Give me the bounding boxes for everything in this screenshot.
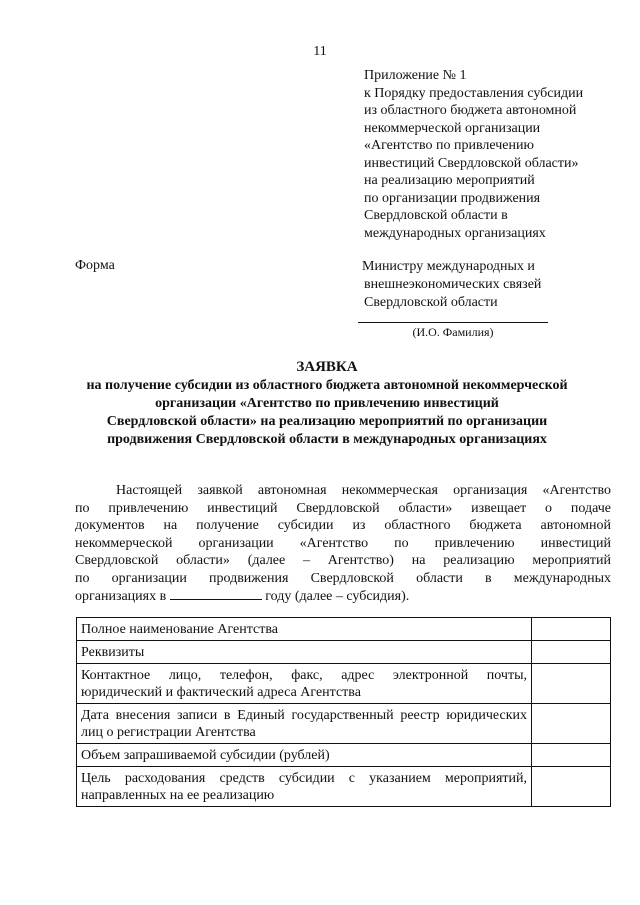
table-row — [77, 704, 611, 744]
document-heading — [60, 358, 594, 449]
appendix-line: международных организациях — [364, 225, 546, 241]
form-label: Форма — [75, 258, 115, 273]
document-title: ЗАЯВКА — [296, 359, 358, 375]
row-label-line: лиц о регистрации Агентства — [81, 725, 256, 740]
table-row-value[interactable] — [532, 664, 611, 704]
table-row-value[interactable] — [532, 744, 611, 767]
row-label-line: Объем запрашиваемой субсидии (рублей) — [81, 748, 330, 763]
table-row-value[interactable] — [532, 704, 611, 744]
heading-line: на получение субсидии из областного бюджета автономной некоммерческой — [86, 378, 568, 393]
row-label-line: Реквизиты — [81, 645, 145, 660]
body-line: документов на получение субсидии из областного бюджета автономной — [75, 518, 611, 533]
table-row — [77, 767, 611, 807]
body-line: некоммерческой организации «Агентство по привлечению инвестиций — [75, 535, 611, 551]
table-row — [77, 664, 611, 704]
body-line: Настоящей заявкой автономная некоммерческая организация «Агентство — [116, 483, 611, 498]
table-row-value[interactable] — [532, 641, 611, 664]
appendix-line: инвестиций Свердловской области» — [364, 155, 579, 171]
table-row-value[interactable] — [532, 767, 611, 807]
row-label-line: Цель расходования средств субсидии с указанием мероприятий, — [81, 771, 527, 786]
body-line: по организации продвижения Свердловской области в международных — [75, 570, 611, 586]
row-label-line: юридический и фактический адреса Агентства — [81, 685, 361, 700]
addressee-line: внешнеэкономических связей — [364, 277, 542, 292]
row-label-line: Полное наименование Агентства — [81, 622, 279, 637]
appendix-line: Свердловской области в — [364, 208, 508, 223]
appendix-line: по организации продвижения — [364, 190, 541, 206]
table-row — [77, 641, 611, 664]
appendix-line: на реализацию мероприятий — [364, 173, 535, 188]
table-row — [77, 744, 611, 767]
addressee-block — [362, 258, 622, 312]
row-label-line: направленных на ее реализацию — [81, 788, 275, 803]
heading-line: организации «Агентство по привлечению инвестиций — [155, 396, 499, 411]
table-row-label — [77, 704, 532, 744]
addressee-line: Министру международных и — [362, 259, 535, 274]
row-label-line: Контактное лицо, телефон, факс, адрес электронной почты, — [81, 668, 527, 683]
signature-line — [358, 322, 548, 323]
year-blank-field[interactable] — [170, 587, 262, 600]
appendix-line: Приложение № 1 — [364, 68, 467, 83]
table-row-label — [77, 618, 532, 641]
appendix-line: к Порядку предоставления субсидии — [364, 85, 584, 101]
body-line: Свердловской области» (далее – Агентство) на реализацию мероприятий — [75, 553, 611, 568]
addressee-line: Свердловской области — [364, 295, 498, 310]
appendix-block — [364, 67, 626, 242]
appendix-line: «Агентство по привлечению — [364, 138, 534, 153]
row-label-line: Дата внесения записи в Единый государственный реестр юридических — [81, 708, 527, 723]
body-line: по привлечению инвестиций Свердловской области» извещает о подаче — [75, 500, 611, 516]
table-row-label — [77, 744, 532, 767]
appendix-line: некоммерческой организации — [364, 120, 541, 136]
body-paragraph — [75, 482, 611, 606]
signature-caption: (И.О. Фамилия) — [412, 325, 494, 339]
heading-line: продвижения Свердловской области в международных организациях — [107, 432, 547, 447]
table-row-label — [77, 767, 532, 807]
table-row-value[interactable] — [532, 618, 611, 641]
body-last-before: организациях в — [75, 589, 167, 604]
page-number: 11 — [313, 44, 327, 59]
body-last-after: году (далее – субсидия). — [265, 589, 410, 604]
table-row-label — [77, 664, 532, 704]
table-row — [77, 618, 611, 641]
table-row-label — [77, 641, 532, 664]
info-table — [76, 617, 611, 807]
body-line-last — [75, 587, 611, 606]
appendix-line: из областного бюджета автономной — [364, 103, 577, 118]
heading-line: Свердловской области» на реализацию мероприятий по организации — [106, 414, 548, 429]
